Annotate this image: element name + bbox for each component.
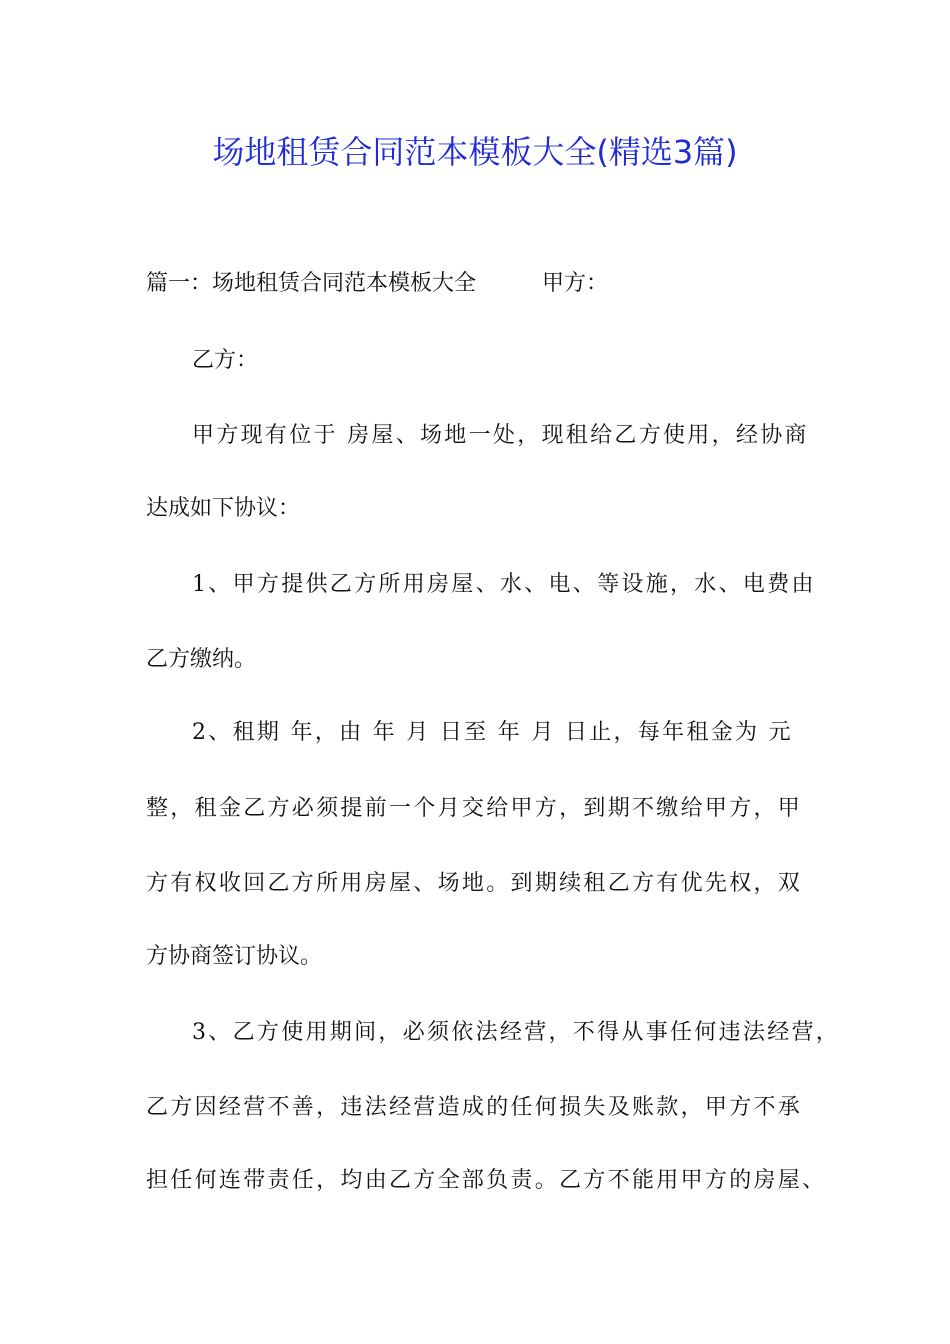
clause-1-line: 1、甲方提供乙方所用房屋、水、电、等设施，水、电费由 (192, 572, 816, 597)
paragraph-line: 达成如下协议： (146, 496, 301, 521)
clause-3-line: 担任何连带责任，均由乙方全部负责。乙方不能用甲方的房屋、 (146, 1168, 827, 1193)
clause-2-line: 方有权收回乙方所用房屋、场地。到期续租乙方有优先权，双 (146, 871, 803, 896)
clause-3-line: 3、乙方使用期间，必须依法经营，不得从事任何违法经营， (192, 1020, 841, 1045)
paragraph-line: 甲方现有位于 房屋、场地一处，现租给乙方使用，经协商 (192, 423, 809, 448)
document-title: 场地租赁合同范本模板大全(精选3篇) (212, 133, 738, 171)
party-b-line: 乙方： (192, 348, 259, 373)
section-heading-line: 篇一：场地租赁合同范本模板大全 甲方： (146, 271, 609, 296)
clause-2-line: 整，租金乙方必须提前一个月交给甲方，到期不缴给甲方，甲 (146, 796, 803, 821)
clause-2-line: 2、租期 年，由 年 月 日至 年 月 日止，每年租金为 元 (192, 720, 793, 745)
clause-1-line: 乙方缴纳。 (146, 647, 257, 672)
clause-3-line: 乙方因经营不善，违法经营造成的任何损失及账款，甲方不承 (146, 1095, 803, 1120)
clause-2-line: 方协商签订协议。 (146, 944, 323, 969)
